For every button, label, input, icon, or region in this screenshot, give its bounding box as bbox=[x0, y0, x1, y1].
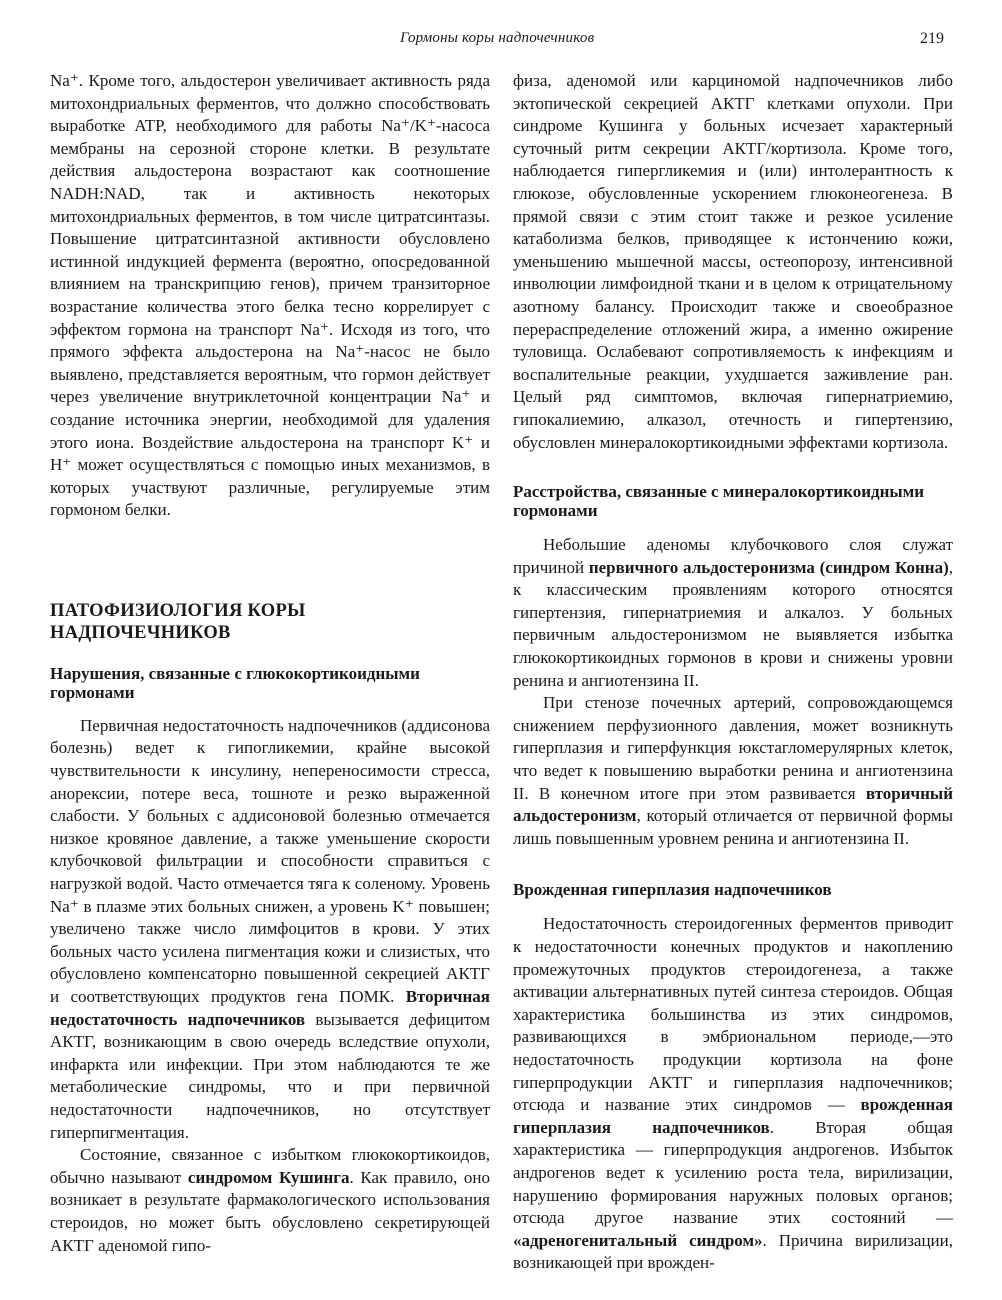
section-title-pathophysiology: ПАТОФИЗИОЛОГИЯ КОРЫ НАДПОЧЕЧНИКОВ bbox=[50, 600, 306, 643]
term-congenital-hyperplasia: врожденная гиперплазия надпочечников bbox=[513, 1095, 954, 1137]
spacer bbox=[50, 702, 490, 715]
subsection-title-mineralocorticoid: Расстройства, связанные с минералокортикоидными гормонами bbox=[513, 482, 925, 521]
stenosis-tail: , который отличается от первичной формы лишь повышенным уровнем ренина и ангиотензина II. bbox=[513, 806, 953, 848]
paragraph-addison bbox=[50, 715, 490, 1144]
paragraph-cushing bbox=[50, 1144, 490, 1257]
left-column bbox=[50, 70, 490, 1257]
spacer bbox=[50, 522, 490, 600]
cah-mid: . Вторая общая характеристика — гиперпродукция андрогенов. Избыток андрогенов ведет к усилению роста тела, вирилизации, нарушению формирования наружных половых органов; отсюда другое название этих состояний — bbox=[513, 1117, 953, 1228]
subsection-title-glucocorticoid: Нарушения, связанные с глюкокортикоидными гормонами bbox=[50, 663, 420, 702]
spacer bbox=[513, 899, 953, 913]
spacer bbox=[513, 850, 953, 880]
running-title: Гормоны коры надпочечников bbox=[400, 30, 595, 46]
cushing-tail: . Как правило, оно возникает в результате фармакологического использования стероидов, но может быть обусловлено секретирующей АКТГ аденомой гипо- bbox=[50, 1167, 491, 1255]
page-number: 219 bbox=[920, 30, 944, 47]
term-adrenogenital-syndrome: «адреногенитальный синдром» bbox=[513, 1230, 763, 1250]
running-header bbox=[0, 30, 1002, 54]
cah-head: Недостаточность стероидогенных ферментов приводит к недостаточности конечных продуктов и накоплению промежуточных продуктов стероидогенеза, а также активации альтернативных путей синтеза стероидов. Общая характеристика большинства из этих синдромов, развивающихся в эмбриональном периоде,—это недостаточность продукции кортизола на фоне гиперпродукции АКТГ и гиперплазия надпочечников; отсюда и название этих синдромов — bbox=[513, 914, 953, 1115]
subsection-title-congenital: Врожденная гиперплазия надпочечников bbox=[513, 880, 832, 900]
term-secondary-insufficiency: Вторичная недостаточность надпочечников bbox=[50, 987, 490, 1029]
paragraph-congenital-hyperplasia bbox=[513, 913, 953, 1275]
term-secondary-aldosteronism: вторичный альдостеронизм bbox=[513, 783, 953, 826]
term-cushing-syndrome: синдромом Кушинга bbox=[187, 1167, 350, 1187]
spacer bbox=[513, 520, 953, 534]
addison-tail: вызывается дефицитом АКТГ, возникающим в свою очередь вследствие опухоли, инфаркта или инфекции. При этом наблюдаются те же метаболические синдромы, что и при первичной недостаточности надпочечников, но отсутствует гиперпигментация. bbox=[50, 1009, 490, 1142]
addison-text: Первичная недостаточность надпочечников (аддисонова болезнь) ведет к гипогликемии, крайне высокой чувствительности к инсулину, непереносимости стресса, анорексии, потере веса, тошноте и резко выраженной слабости. У больных с аддисоновой болезнью отмечается низкое кровяное давление, а также уменьшение скорости клубочковой фильтрации и способности справиться с нагрузкой водой. Часто отмечается тяга к соленому. Уровень Na⁺ в плазме этих больных снижен, а уровень K⁺ повышен; увеличено также число лимфоцитов в крови. У этих больных часто усилена пигментация кожи и слизистых, что обусловлено компенсаторно повышенной секрецией АКТГ и соответствующих продуктов гена ПОМК. bbox=[50, 715, 490, 1006]
paragraph-conn bbox=[513, 534, 953, 692]
paragraph-cushing-continued: физа, аденомой или карциномой надпочечников либо эктопической секрецией АКТГ клетками опухоли. При синдроме Кушинга у больных исчезает характерный суточный ритм секреции АКТГ/кортизола. Кроме того, наблюдается гипергликемия и (или) интолерантность к глюкозе, обусловленные ускорением глюконеогенеза. В прямой связи с этим стоит также и резкое усиление катаболизма белков, приводящее к истончению кожи, уменьшению мышечной массы, остеопорозу, интенсивной инволюции лимфоидной ткани и в целом к отрицательному азотному балансу. Происходит также и своеобразное перераспределение отложений жира, а именно ожирение туловища. Ослабевают сопротивляемость к инфекциям и воспалительные реакции, ухудшается заживление ран. Целый ряд симптомов, включая гипернатриемию, гипокалиемию, алказол, отечность и гипертензию, обусловлен минералокортикоидными эффектами кортизола. bbox=[513, 71, 953, 452]
stenosis-head: При стенозе почечных артерий, сопровождающемся снижением перфузионного давления, может возникнуть гиперплазия и гиперфункция юкстагломерулярных клеток, что ведет к повышению выработки ренина и ангиотензина II. В конечном итоге при этом развивается bbox=[513, 693, 953, 803]
right-column bbox=[513, 70, 953, 1275]
paragraph-aldosterone-continued: Na⁺. Кроме того, альдостерон увеличивает активность ряда митохондриальных ферментов, что должно способствовать выработке ATP, необходимого для работы Na⁺/K⁺-насоса мембраны на серозной стороне клетки. В результате действия альдостерона возрастают как соотношение NADH:NAD, так и активность некоторых митохондриальных ферментов, в том числе цитратсинтазы. Повышение цитратсинтазной активности обусловлено истинной индукцией фермента (вероятно, опосредованной влиянием на транскрипцию генов), причем транзиторное возрастание количества этого белка тесно коррелирует с эффектом гормона на транспорт Na⁺. Исходя из того, что прямого эффекта альдостерона на Na⁺-насос не было выявлено, представляется вероятным, что гормон действует через увеличение внутриклеточной концентрации Na⁺ и создание источника энергии, необходимой для удаления этого иона. Воздействие альдостерона на транспорт K⁺ и H⁺ может осуществляться с помощью иных механизмов, в которых участвуют различные, регулируемые этим гормоном белки. bbox=[50, 71, 490, 520]
conn-head: Небольшие аденомы клубочкового слоя служат причиной bbox=[513, 535, 953, 577]
cushing-head: Состояние, связанное с избытком глюкокортикоидов, обычно называют bbox=[50, 1145, 490, 1187]
spacer bbox=[50, 644, 490, 664]
cah-tail: . Причина вирилизации, возникающей при врожден- bbox=[513, 1230, 953, 1273]
term-primary-aldosteronism: первичного альдостеронизма (синдром Конна) bbox=[588, 557, 949, 577]
spacer bbox=[513, 454, 953, 482]
paragraph-stenosis bbox=[513, 692, 953, 850]
conn-tail: , к классическим проявлениям которого относятся гипертензия, гипернатриемия и алкалоз. У больных первичным альдостеронизмом не выявляется избытка глюкокортикоидных гормонов в крови и снижены уровни ренина и ангиотензина II. bbox=[513, 557, 954, 690]
